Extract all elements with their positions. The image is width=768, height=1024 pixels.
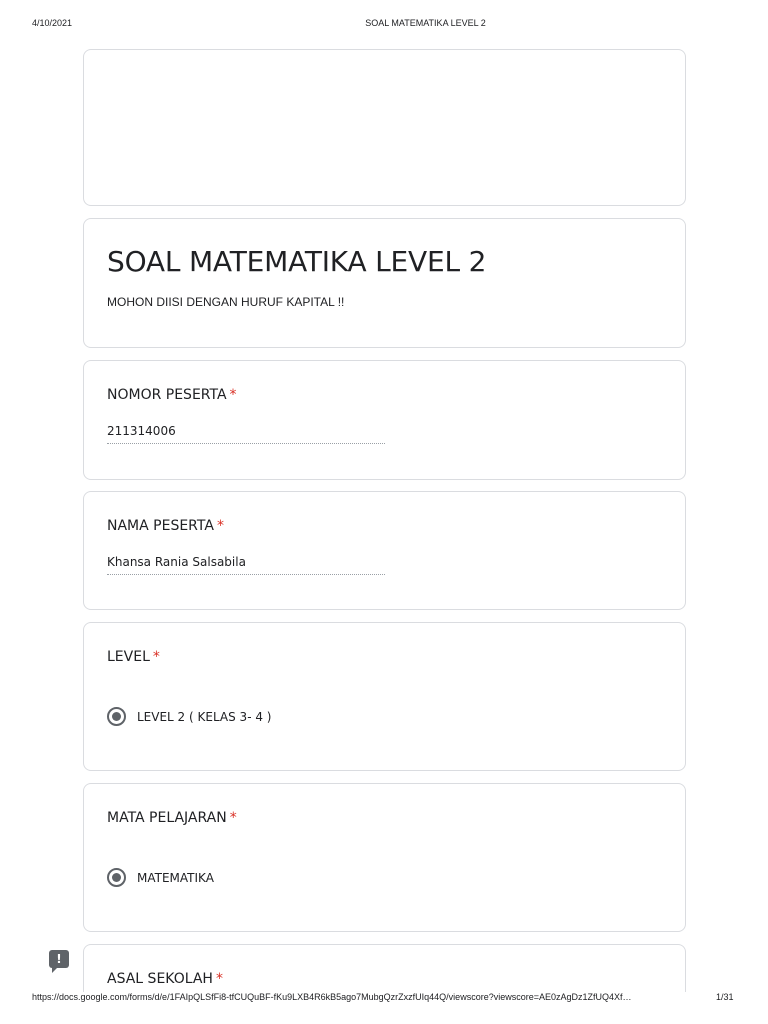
page-number: 1/31	[716, 992, 734, 1002]
page-url: https://docs.google.com/forms/d/e/1FAIpQLSfFi8-tfCUQuBF-fKu9LXB4R6kB5ago7MubgQzrZxzfUIq44Q/viewscore?viewscore=AE0zAgDz1ZfUQ4Xf…	[32, 992, 632, 1002]
question-label	[107, 971, 223, 987]
question-title: ASAL SEKOLAH	[107, 971, 213, 987]
question-label	[107, 649, 160, 665]
form-title-card	[83, 218, 686, 348]
radio-selected-icon[interactable]	[107, 707, 126, 726]
report-feedback-icon[interactable]: !	[49, 950, 69, 968]
question-title: MATA PELAJARAN	[107, 810, 227, 826]
print-date: 4/10/2021	[32, 18, 73, 28]
required-asterisk: *	[215, 971, 223, 987]
print-header	[0, 18, 768, 32]
question-card-nomor-peserta	[83, 360, 686, 480]
radio-selected-icon[interactable]	[107, 868, 126, 887]
form-description: MOHON DIISI DENGAN HURUF KAPITAL !!	[107, 295, 345, 309]
print-page-title: SOAL MATEMATIKA LEVEL 2	[365, 18, 486, 28]
radio-option-level-2[interactable]	[107, 707, 271, 726]
question-card-level	[83, 622, 686, 771]
question-title: NOMOR PESERTA	[107, 387, 227, 403]
print-footer	[0, 992, 768, 1024]
question-title: NAMA PESERTA	[107, 518, 214, 534]
form-header-banner	[83, 49, 686, 206]
question-label	[107, 810, 237, 826]
required-asterisk: *	[229, 810, 237, 826]
question-label	[107, 387, 237, 403]
required-asterisk: *	[152, 649, 160, 665]
question-card-nama-peserta	[83, 491, 686, 610]
radio-option-label: MATEMATIKA	[137, 870, 214, 885]
question-title: LEVEL	[107, 649, 150, 665]
question-label	[107, 518, 224, 534]
required-asterisk: *	[216, 518, 224, 534]
required-asterisk: *	[229, 387, 237, 403]
nama-peserta-field[interactable]: Khansa Rania Salsabila	[107, 555, 385, 575]
radio-option-matematika[interactable]	[107, 868, 214, 887]
form-title: SOAL MATEMATIKA LEVEL 2	[107, 245, 487, 278]
question-card-mata-pelajaran	[83, 783, 686, 932]
nomor-peserta-field[interactable]: 211314006	[107, 424, 385, 444]
radio-option-label: LEVEL 2 ( KELAS 3- 4 )	[137, 709, 272, 724]
title-card-strip	[84, 219, 685, 227]
